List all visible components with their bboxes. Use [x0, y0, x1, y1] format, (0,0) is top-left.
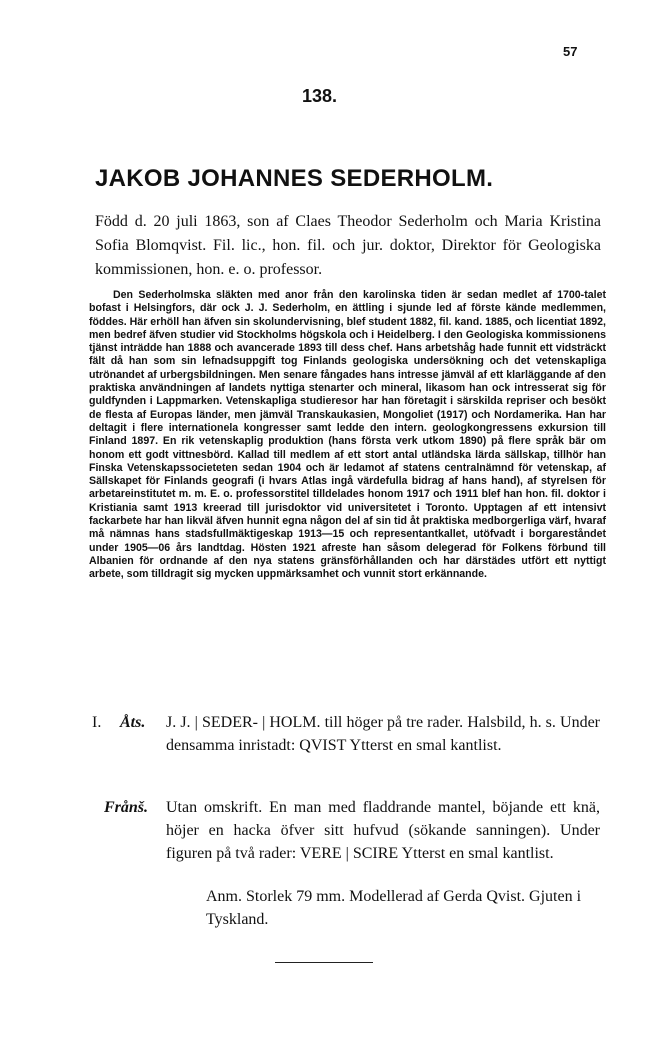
page-number: 57	[563, 44, 578, 59]
biography-paragraph: Den Sederholmska släkten med anor från den karolinska tiden är sedan medlet af 1700-talet bofast i Helsingfors, där ock J. J. Sederholm, en ättling i sjunde led af förste kände medlemmen, föddes. Här erhöll han äfven sin skolundervisning, blef student 1882, fil. kand. 1885, och licentiat 1892, men bedref äfven studier vid Stockholms högskola och i Heidelberg. I den Geologiska kommissionens tjänst inträdde han 1888 och avancerade 1893 till dess chef. Hans arbetshåg hade funnit ett vidsträckt fält då han som sin lefnadsuppgift tog Finlands geologiska undersökning och det vetenskapliga utrönandet af urbergsbildningen. Men senare fångades hans intresse jämväl af ett klarläggande af den praktiska användningen af landets nyttiga stenarter och mineral, likasom han ock intresserat sig för guldfynden i Lappmarken. Vetenskapliga studieresor har han företagit i särskilda repriser och besökt de flesta af Europas länder, men jämväl Transkaukasien, Mongoliet (1917) och Nordamerika. Han har deltagit i flere internationela kongresser samt ledde den intern. geologkongressens exkursion till Finland 1897. En rik vetenskaplig produktion (hans första verk utkom 1890) på flere språk bär om honom ett godt vittnesbörd. Kallad till medlem af ett stort antal utländska lärda sällskap, tillhör han Finska Vetenskapssocieteten sedan 1904 och är ledamot af statens centralnämnd för vetenskap, af Sällskapet för Finlands geografi (i hvars Atlas ingå värdefulla bidrag af hans hand), af styrelsen för arbetareinstitutet m. m. E. o. professorstitel tilldelades honom 1917 och 1911 blef han hon. fil. doktor i Kristiania samt 1913 kreerad till jurisdoktor vid universitetet i Toronto. Upptagen af ett intensivt fackarbete har han likväl äfven hunnit egna någon del af sin tid åt praktiska medborgerliga värf, hvaraf må nämnas hans stadsfullmäktigeskap 1913—15 och representantkallet, utöfvadt i borgareståndet under 1905—06 års landtdag. Hösten 1921 afreste han såsom delegerad för Folkens förbund till Albanien för ordnande af den nya statens gränsförhållanden och har därstädes utfört ett nyttigt arbete, som tilldragit sig mycken uppmärksamhet och vunnit stort erkännande.	[89, 289, 606, 581]
obverse-description: J. J. | SEDER- | HOLM. till höger på tre rader. Halsbild, h. s. Under densamma inristadt: QVIST Ytterst en smal kantlist.	[166, 714, 600, 754]
obverse-label: Åts.	[120, 714, 146, 731]
medal-number: I.	[92, 714, 102, 731]
divider-rule	[275, 962, 373, 963]
reverse-description: Utan omskrift. En man med fladdrande mantel, böjande ett knä, höjer en hacka öfver sitt hufvud (sökande sanningen). Under figuren på två rader: VERE | SCIRE Ytterst en smal kantlist.	[166, 799, 600, 862]
page-title: JAKOB JOHANNES SEDERHOLM.	[95, 165, 494, 192]
medal-note: Anm. Storlek 79 mm. Modellerad af Gerda Qvist. Gjuten i Tyskland.	[206, 888, 582, 928]
birth-intro-paragraph: Född d. 20 juli 1863, son af Claes Theodor Sederholm och Maria Kristina Sofia Blomqvist. Fil. lic., hon. fil. och jur. doktor, Direktor för Geologiska kommissionen, hon. e. o. professor.	[95, 213, 601, 278]
reverse-label: Frånš.	[104, 799, 149, 816]
entry-number: 138.	[302, 86, 338, 106]
